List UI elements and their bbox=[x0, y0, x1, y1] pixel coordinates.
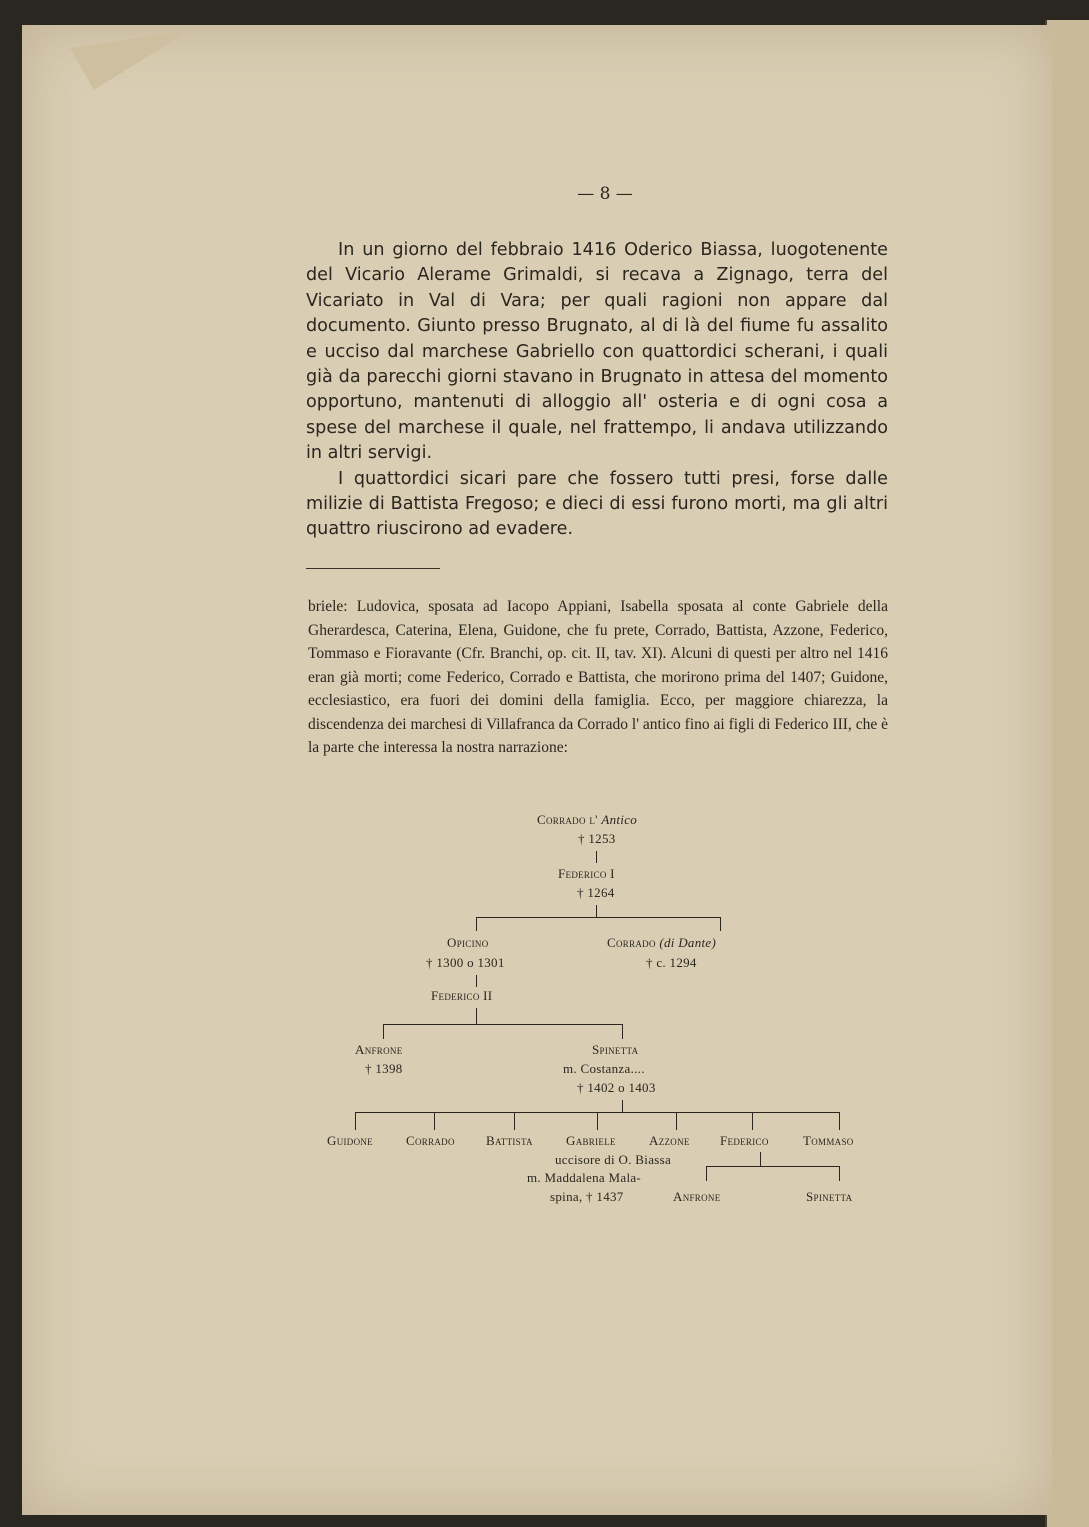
paragraph-2: I quattordici sicari pare che fossero tutti presi, forse dalle milizie di Battista Fregoso; e dieci di essi furono morti, ma gli altri quattro riuscirono ad evadere. bbox=[306, 468, 888, 540]
tree-date-spinetta: † 1402 o 1403 bbox=[577, 1080, 656, 1095]
tree-node-federico-i: Federico I bbox=[558, 866, 615, 881]
tree-child-guidone: Guidone bbox=[327, 1133, 373, 1148]
tree-line bbox=[383, 1024, 384, 1039]
tree-line bbox=[596, 905, 597, 917]
tree-line bbox=[720, 917, 721, 931]
paragraph-1: In un giorno del febbraio 1416 Oderico Biassa, luogotenente del Vicario Alerame Grimaldi, si recava a Zignago, terra del Vicariato in Val di Vara; per quali ragioni non appare dal documento. Giunto presso Brugnato, al di là del fiume fu assalito e ucciso dal marchese Gabriello con quattordici scherani, i quali già da parecchi giorni stavano in Brugnato in attesa del momento opportuno, mantenuti di alloggio all' osteria e di ogni cosa a spese del marchese il quale, nel frattempo, li andava utilizzando in altri servigi. bbox=[306, 240, 888, 464]
tree-grandchild-anfrone: Anfrone bbox=[673, 1189, 721, 1204]
tree-line bbox=[434, 1112, 435, 1130]
tree-node-federico-ii: Federico II bbox=[431, 988, 493, 1003]
tree-child-federico: Federico bbox=[720, 1133, 769, 1148]
tree-child-corrado: Corrado bbox=[406, 1133, 455, 1148]
tree-node-corrado-dante: Corrado (di Dante) bbox=[607, 935, 717, 950]
tree-line bbox=[476, 1008, 477, 1024]
tree-line bbox=[622, 1024, 623, 1039]
tree-note-gabriele-1: uccisore di O. Biassa bbox=[555, 1152, 672, 1167]
tree-line bbox=[752, 1112, 753, 1130]
tree-date-federico-i: † 1264 bbox=[577, 885, 615, 900]
tree-node-corrado-antico: Corrado l' Antico bbox=[537, 812, 638, 827]
tree-child-battista: Battista bbox=[486, 1133, 533, 1148]
tree-line bbox=[760, 1152, 761, 1166]
tree-line bbox=[676, 1112, 677, 1130]
footnote: briele: Ludovica, sposata ad Iacopo Appiani, Isabella sposata al conte Gabriele della Gherardesca, Caterina, Elena, Guidone, che fu prete, Corrado, Battista, Azzone, Federico, Tommaso e Fioravante (Cfr. Branchi, op. cit. II, tav. XI). Alcuni di questi per altro nel 1416 eran già morti; come Federico, Corrado e Battista, che morirono prima del 1407; Guidone, ecclesiastico, era fuori dei domini della famiglia. Ecco, per maggiore chiarezza, la discendenza dei marchesi di Villafranca da Corrado l' antico fino ai figli di Federico III, che è la parte che interessa la nostra narrazione: bbox=[308, 598, 888, 756]
tree-child-azzone: Azzone bbox=[649, 1133, 690, 1148]
tree-date-corrado-dante: † c. 1294 bbox=[646, 955, 697, 970]
tree-node-opicino: Opicino bbox=[447, 935, 489, 950]
tree-line bbox=[476, 917, 477, 931]
tree-line bbox=[355, 1112, 356, 1130]
tree-line bbox=[706, 1166, 707, 1181]
tree-node-spinetta: Spinetta bbox=[592, 1042, 639, 1057]
tree-node-anfrone: Anfrone bbox=[355, 1042, 403, 1057]
tree-date-anfrone: † 1398 bbox=[365, 1061, 403, 1076]
tree-note-gabriele-2: m. Maddalena Mala- bbox=[527, 1170, 642, 1185]
tree-date-corrado-antico: † 1253 bbox=[578, 831, 616, 846]
tree-line bbox=[839, 1166, 840, 1181]
tree-child-gabriele: Gabriele bbox=[566, 1133, 616, 1148]
tree-line bbox=[383, 1024, 623, 1025]
tree-note-spinetta: m. Costanza.... bbox=[563, 1061, 645, 1076]
tree-grandchild-spinetta: Spinetta bbox=[806, 1189, 853, 1204]
tree-line bbox=[514, 1112, 515, 1130]
tree-line bbox=[597, 1112, 598, 1130]
tree-line bbox=[476, 917, 721, 918]
tree-line bbox=[476, 975, 477, 987]
tree-note-gabriele-3: spina, † 1437 bbox=[550, 1189, 624, 1204]
page-number: — 8 — bbox=[577, 184, 633, 204]
tree-date-opicino: † 1300 o 1301 bbox=[426, 955, 505, 970]
tree-line bbox=[622, 1100, 623, 1112]
tree-child-tommaso: Tommaso bbox=[803, 1133, 854, 1148]
tree-line bbox=[706, 1166, 840, 1167]
tree-line bbox=[839, 1112, 840, 1130]
tree-line bbox=[596, 851, 597, 863]
